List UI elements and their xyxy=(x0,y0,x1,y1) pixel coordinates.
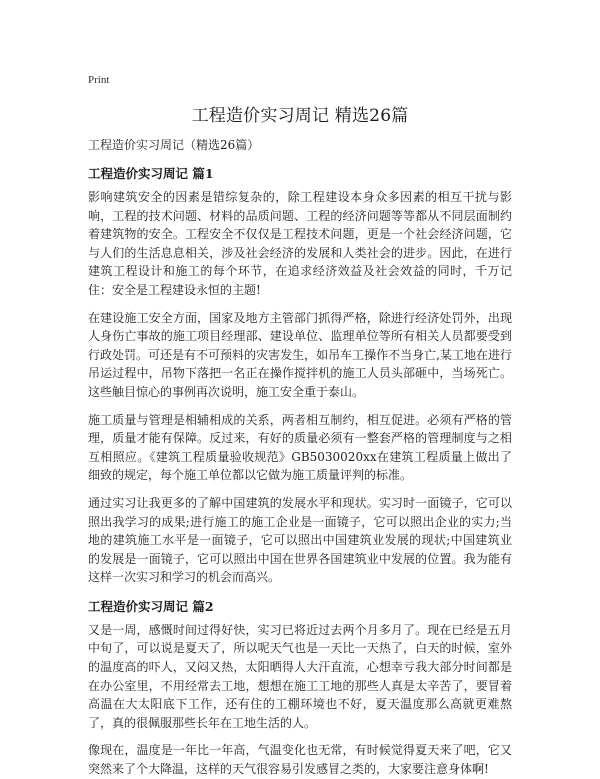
paragraph: 又是一周，感慨时间过得好快，实习已将近过去两个月多月了。现在已经是五月中旬了，可以说是夏天了，所以呢天气也是一天比一天热了，白天的时候，室外的温度高的吓人，又闷又热，太阳晒得人大汗直流，心想幸亏我大部分时间都是在办公室里，不用经常去工地，想想在施工工地的那些人真是太辛苦了，要冒着高温在大太阳底下工作，还有住的工棚环境也不好，夏天温度那么高就更难熬了，真的很佩服那些长年在工地生活的人。 xyxy=(88,622,512,730)
paragraph: 通过实习让我更多的了解中国建筑的发展水平和现状。实习时一面镜子，它可以照出我学习的成果;进行施工的施工企业是一面镜子，它可以照出企业的实力;当地的建筑施工水平是一面镜子，它可以照出中国建筑业发展的现状;中国建筑业的发展是一面镜子，它可以照出中国在世界各国建筑业中发展的位置。我为能有这样一次实习和学习的机会而高兴。 xyxy=(88,495,512,585)
paragraph: 像现在，温度是一年比一年高，气温变化也无常，有时候觉得夏天来了吧，它又突然来了个大降温，这样的天气很容易引发感冒之类的，大家要注意身体啊! xyxy=(88,743,512,777)
paragraph: 影响建筑安全的因素是错综复杂的，除工程建设本身众多因素的相互干扰与影响，工程的技术问题、材料的品质问题、工程的经济问题等等都从不同层面制约着建筑物的安全。工程安全不仅仅是工程技术问题，更是一个社会经济问题，它与人们的生活息息相关，涉及社会经济的发展和人类社会的进步。因此，在进行建筑工程设计和施工的每个环节，在追求经济效益及社会效益的同时，千万记住：安全是工程建设永恒的主题! xyxy=(88,190,512,297)
print-label: Print xyxy=(88,74,110,86)
document-title: 工程造价实习周记 精选26篇 xyxy=(191,106,409,126)
section-heading-1: 工程造价实习周记 篇1 xyxy=(88,166,214,181)
document-subtitle: 工程造价实习周记（精选26篇） xyxy=(88,138,260,152)
section-heading-2: 工程造价实习周记 篇2 xyxy=(88,598,214,614)
paragraph: 在建设施工安全方面，国家及地方主管部门抓得严格，除进行经济处罚外，出现人身伤亡事故的施工项目经理部、建设单位、监理单位等所有相关人员都要受到行政处罚。可还是有不可预料的灾害发生，如吊车工操作不当身亡,某工地在进行吊运过程中，吊物下落把一名正在操作搅拌机的施工人员头部砸中，当场死亡。这些触目惊心的事例再次说明，施工安全重于泰山。 xyxy=(88,310,512,399)
paragraph: 施工质量与管理是相辅相成的关系，两者相互制约，相互促进。必须有严格的管理，质量才能有保障。反过来，有好的质量必须有一整套严格的管理制度与之相互相照应。《建筑工程质量验收规范》GB5030020xx在建筑工程质量上做出了细致的规定，每个施工单位都以它做为施工质量评判的标准。 xyxy=(88,412,512,483)
